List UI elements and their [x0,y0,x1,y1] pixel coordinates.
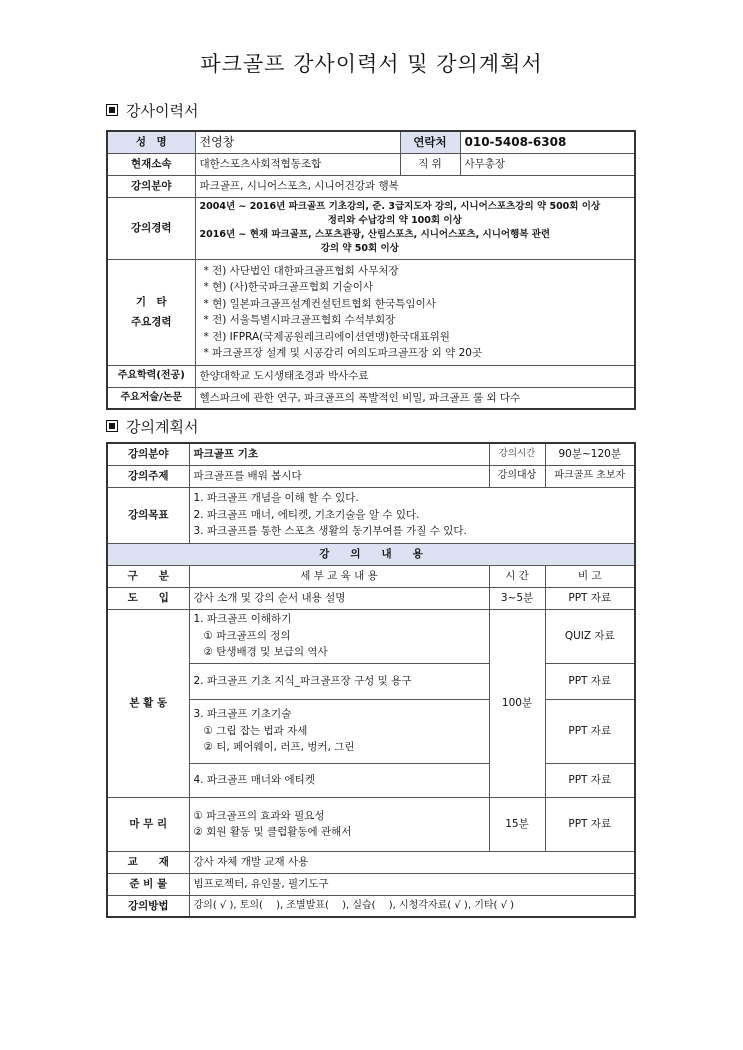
main-note-1: QUIZ 자료 [545,609,635,663]
section-resume-heading [106,100,198,121]
list-item: * 현) 일본파크골프설계컨설턴트협회 한국특임이사 [203,297,436,310]
main-note-3: PPT 자료 [545,699,635,763]
square-bullet-icon [106,420,118,432]
table-row [107,873,635,895]
col-detail: 세 부 교 육 내 용 [189,565,489,587]
other-career-label [107,259,195,365]
table-row [107,443,635,465]
table-row [107,609,635,663]
list-item: * 전) 사단법인 대한파크골프협회 사무처장 [203,264,399,277]
plan-goal-label: 강의목표 [107,487,189,543]
section-resume-label: 강사이력서 [126,102,199,120]
closing-time: 15분 [489,797,545,851]
other-label-line: 기 타 [135,296,167,308]
table-row [107,175,635,197]
position-value: 사무총장 [460,153,635,175]
list-item: * 전) 서울특별시파크골프협회 수석부회장 [203,314,396,326]
page-title: 파크골프 강사이력서 및 강의계획서 [200,52,543,76]
resume-table [106,130,636,410]
list-item: ① 파크골프의 효과와 필요성 [193,809,325,822]
plan-target-label: 강의대상 [489,465,545,487]
career-label: 강의경력 [107,197,195,259]
content-header: 강 의 내 용 [107,543,635,565]
main-label: 본 활 동 [107,609,189,797]
material-value: 강사 자체 개발 교재 사용 [189,851,635,873]
table-row [107,259,635,365]
list-item: ① 그립 잡는 법과 자세 [203,724,308,737]
plan-goal-list [189,487,635,543]
square-bullet-icon [106,104,118,116]
plan-topic-value: 파크골프를 배워 봅시다 [189,465,489,487]
main-note-4: PPT 자료 [545,763,635,797]
affiliation-value: 대한스포츠사회적협동조합 [195,153,400,175]
main-note-2: PPT 자료 [545,663,635,699]
table-row [107,197,635,259]
method-label: 강의방법 [107,895,189,917]
list-item: * 전) IFPRA(국제공원레크리에이션연맹)한국대표위원 [203,330,450,343]
plan-target-value: 파크골프 초보자 [545,465,635,487]
list-item: ② 티, 페어웨이, 러프, 벙커, 그린 [203,741,355,754]
main-detail-2: 2. 파크골프 기초 지식_파크골프장 구성 및 용구 [189,663,489,699]
main-detail-1 [189,609,489,663]
list-item: 3. 파크골프 기초기술 [193,708,292,721]
affiliation-label: 현재소속 [107,153,195,175]
career-line: 2016년 ~ 현재 파크골프, 스포츠관광, 산림스포츠, 시니어스포츠, 시니어행복 관련 [199,229,551,240]
table-row [107,851,635,873]
prep-value: 빔프로젝터, 유인물, 필기도구 [189,873,635,895]
career-line: 정리와 수납강의 약 100회 이상 [327,215,462,226]
name-label: 성 명 [107,131,195,153]
intro-time: 3~5분 [489,587,545,609]
list-item: ① 파크골프의 정의 [203,629,291,642]
section-plan-label: 강의계획서 [126,418,199,436]
prep-label: 준 비 물 [107,873,189,895]
intro-detail: 강사 소개 및 강의 순서 내용 설명 [189,587,489,609]
intro-note: PPT 자료 [545,587,635,609]
method-value: 강의( √ ), 토의( ), 조별발표( ), 실습( ), 시청각자료( √ ), 기타( √ ) [189,895,635,917]
list-item: 1. 파크골프 이해하기 [193,613,292,626]
plan-time-value: 90분~120분 [545,443,635,465]
contact-label: 연락처 [400,131,460,153]
career-line: 강의 약 50회 이상 [320,243,399,254]
table-row [107,387,635,409]
field-value: 파크골프, 시니어스포츠, 시니어건강과 행복 [195,175,635,197]
other-label-line: 주요경력 [130,316,172,328]
closing-note: PPT 자료 [545,797,635,851]
list-item: * 파크골프장 설계 및 시공감리 여의도파크골프장 외 약 20곳 [203,347,483,359]
main-detail-4: 4. 파크골프 매너와 에티켓 [189,763,489,797]
position-label: 직 위 [400,153,460,175]
contact-value: 010-5408-6308 [460,131,635,153]
career-value [195,197,635,259]
publications-label: 주요저술/논문 [107,387,195,409]
main-detail-3 [189,699,489,763]
plan-time-label: 강의시간 [489,443,545,465]
table-row [107,565,635,587]
education-value: 한양대학교 도시생태조경과 박사수료 [195,365,635,387]
closing-label: 마 무 리 [107,797,189,851]
section-plan-heading [106,416,198,437]
table-row [107,797,635,851]
education-label: 주요학력(전공) [107,365,195,387]
name-value: 전영창 [195,131,400,153]
list-item: ② 회원 활동 및 클럽활동에 관해서 [193,826,352,838]
col-time: 시 간 [489,565,545,587]
list-item: ② 탄생배경 및 보급의 역사 [203,646,328,659]
plan-field-label: 강의분야 [107,443,189,465]
table-row [107,153,635,175]
plan-field-value: 파크골프 기초 [189,443,489,465]
intro-label: 도 입 [107,587,189,609]
table-row [107,465,635,487]
list-item: 3. 파크골프를 통한 스포츠 생활의 동기부여를 가질 수 있다. [193,525,467,538]
other-career-list [195,259,635,365]
table-row [107,487,635,543]
table-row [107,131,635,153]
main-time: 100분 [489,609,545,797]
publications-value: 헬스파크에 관한 연구, 파크골프의 폭발적인 비밀, 파크골프 룰 외 다수 [195,387,635,409]
table-row [107,365,635,387]
plan-topic-label: 강의주제 [107,465,189,487]
plan-table [106,442,636,918]
col-note: 비 고 [545,565,635,587]
career-line: 2004년 ~ 2016년 파크골프 기초강의, 준. 3급지도자 강의, 시니어스포츠강의 약 500회 이상 [199,201,601,212]
table-row [107,543,635,565]
closing-detail [189,797,489,851]
list-item: 1. 파크골프 개념을 이해 할 수 있다. [193,492,359,505]
list-item: * 현) (사)한국파크골프협회 기술이사 [203,281,374,293]
table-row [107,895,635,917]
field-label: 강의분야 [107,175,195,197]
material-label: 교 재 [107,851,189,873]
list-item: 2. 파크골프 매너, 에티켓, 기초기술을 알 수 있다. [193,508,420,521]
col-division: 구 분 [107,565,189,587]
table-row [107,587,635,609]
